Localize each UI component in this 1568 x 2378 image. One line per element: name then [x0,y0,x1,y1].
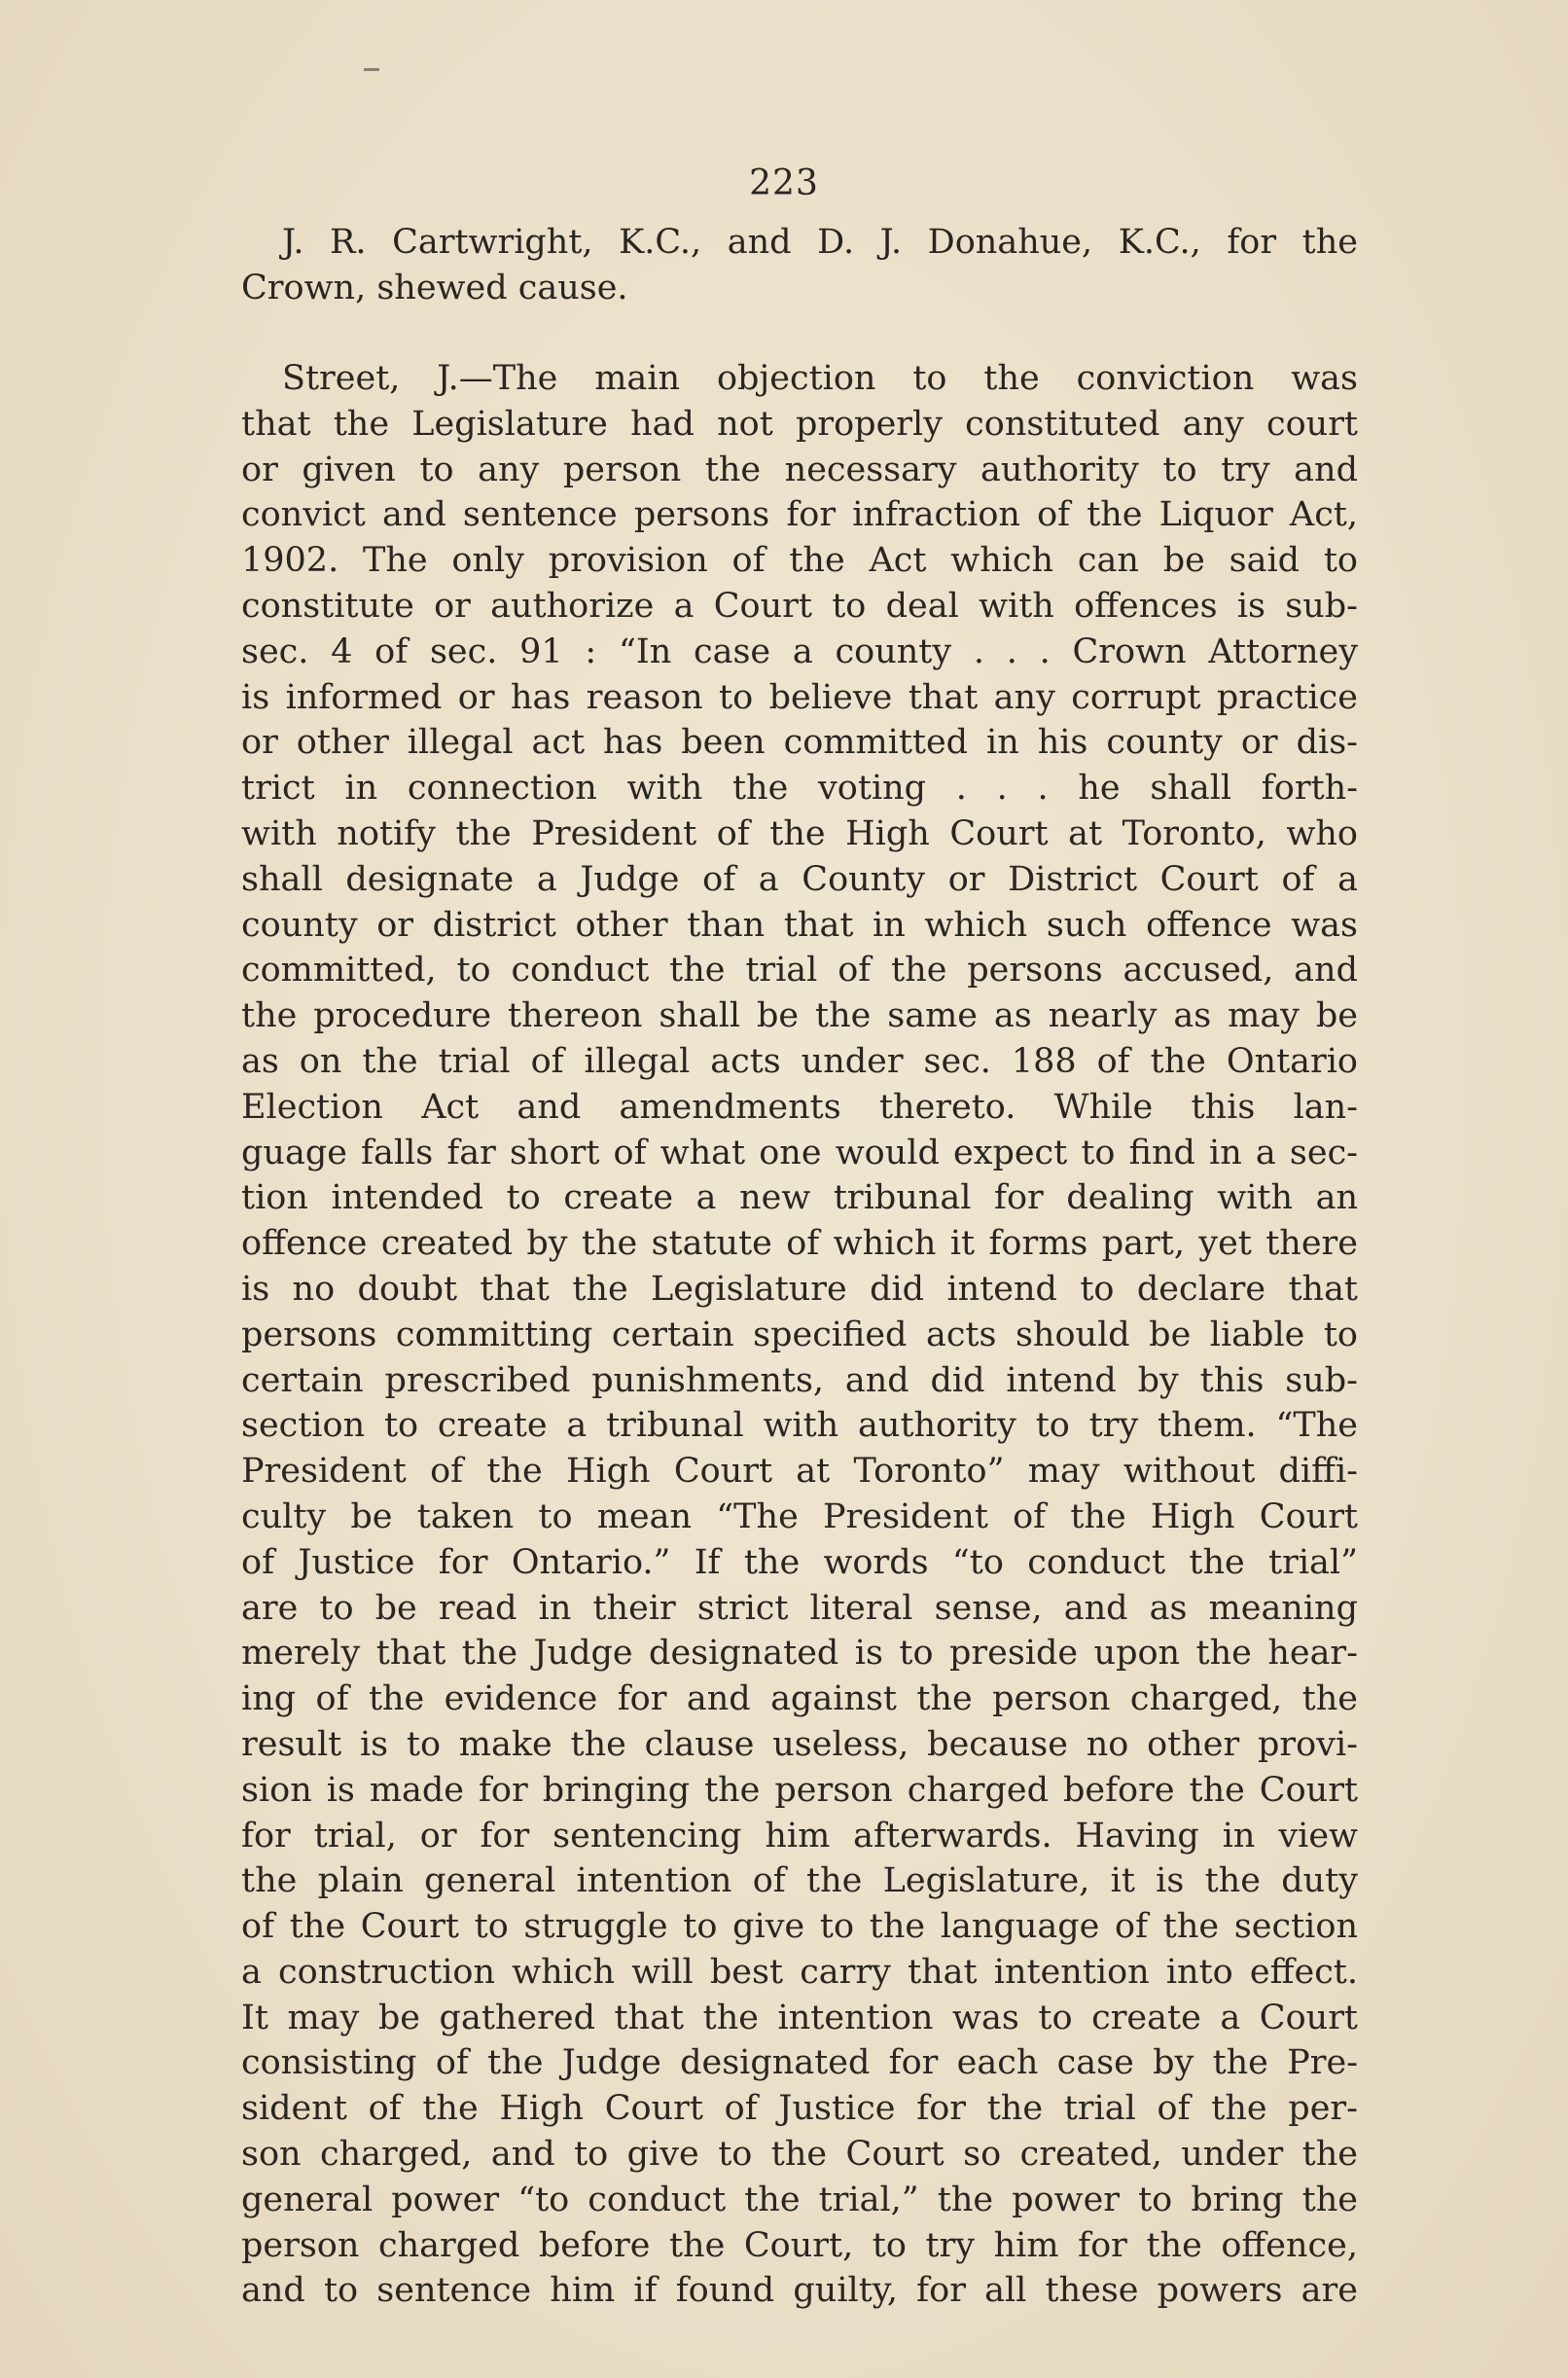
text-line: son charged, and to give to the Court so created, under the [241,2135,1358,2175]
text-line: is no doubt that the Legislature did intend to declare that [241,1269,1358,1309]
text-line: section to create a tribunal with authority to try them. “The [241,1406,1358,1446]
page-number: 223 [749,163,819,203]
text-line: ing of the evidence for and against the person charged, the [241,1679,1358,1719]
text-line: are to be read in their strict literal sense, and as meaning [241,1588,1358,1628]
text-line: of the Court to struggle to give to the language of the section [241,1907,1358,1947]
text-line: a construction which will best carry that intention into effect. [241,1952,1358,1992]
text-line: or given to any person the necessary authority to try and [241,450,1358,489]
text-line: merely that the Judge designated is to preside upon the hear- [241,1634,1358,1674]
text-line: shall designate a Judge of a County or District Court of a [241,859,1358,899]
text-line: certain prescribed punishments, and did intend by this sub- [241,1360,1358,1400]
text-line: is informed or has reason to believe that any corrupt practice [241,677,1358,717]
text-line: President of the High Court at Toronto” may without diffi- [241,1452,1358,1492]
text-line: culty be taken to mean “The President of the High Court [241,1496,1358,1536]
text-line: trict in connection with the voting . . . he shall forth- [241,769,1358,809]
text-line: that the Legislature had not properly constituted any court [241,404,1358,444]
text-line: offence created by the statute of which it forms part, yet there [241,1224,1358,1264]
text-line: tion intended to create a new tribunal for dealing with an [241,1178,1358,1218]
text-line: the procedure thereon shall be the same as nearly as may be [241,996,1358,1036]
text-line: guage falls far short of what one would expect to find in a sec- [241,1133,1358,1172]
judgment-paragraph [241,356,1358,2314]
text-line: for trial, or for sentencing him afterwards. Having in view [241,1816,1358,1856]
text-line: result is to make the clause useless, because no other provi- [241,1724,1358,1764]
text-line: sion is made for bringing the person charged before the Court [241,1770,1358,1810]
text-line: person charged before the Court, to try him for the offence, [241,2225,1358,2265]
text-line: general power “to conduct the trial,” the power to bring the [241,2180,1358,2219]
text-line: sident of the High Court of Justice for the trial of the per- [241,2089,1358,2129]
text-line: sec. 4 of sec. 91 : “In case a county . . . Crown Attorney [241,631,1358,671]
text-line: with notify the President of the High Court at Toronto, who [241,813,1358,853]
text-line: constitute or authorize a Court to deal with offences is sub- [241,586,1358,626]
text-line: Crown, shewed cause. [241,268,628,307]
text-line: committed, to conduct the trial of the persons accused, and [241,951,1358,991]
text-line: It may be gathered that the intention was to create a Court [241,1998,1358,2037]
text-line: and to sentence him if found guilty, for all these powers are [241,2271,1358,2311]
text-line: Election Act and amendments thereto. While this lan- [241,1087,1358,1127]
counsel-paragraph [241,220,1358,311]
text-line: persons committing certain specified acts should be liable to [241,1315,1358,1354]
text-line: the plain general intention of the Legislature, it is the duty [241,1861,1358,1901]
text-line: J. R. Cartwright, K.C., and D. J. Donahue, K.C., for the [282,223,1358,262]
text-line: consisting of the Judge designated for each case by the Pre- [241,2043,1358,2083]
text-line: as on the trial of illegal acts under sec. 188 of the Ontario [241,1041,1358,1081]
text-line: Street, J.—The main objection to the conviction was [282,359,1358,398]
text-line: or other illegal act has been committed in his county or dis- [241,723,1358,763]
text-line: county or district other than that in which such offence was [241,905,1358,945]
margin-mark [364,68,379,71]
text-line: 1902. The only provision of the Act which can be said to [241,541,1358,581]
text-line: of Justice for Ontario.” If the words “to conduct the trial” [241,1542,1358,1582]
text-line: convict and sentence persons for infraction of the Liquor Act, [241,495,1358,535]
